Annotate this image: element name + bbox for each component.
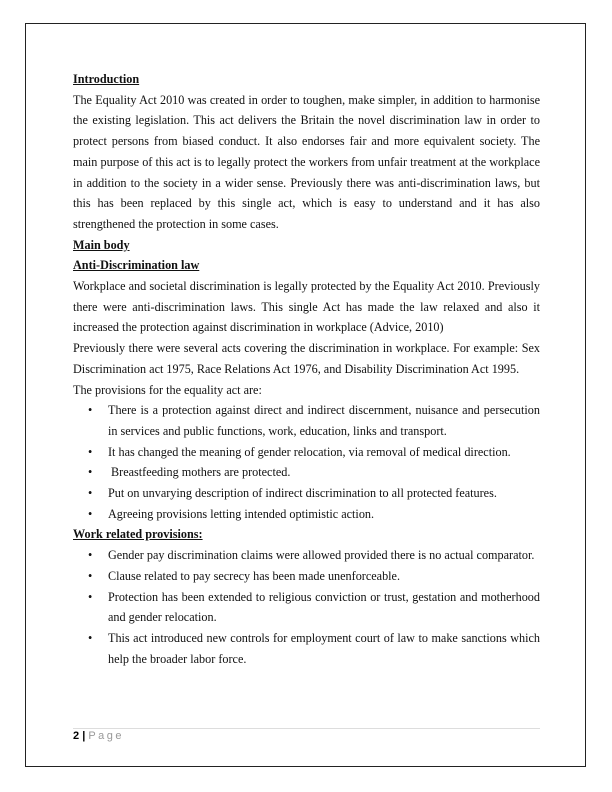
list-item-text: Breastfeeding mothers are protected. [108,465,291,480]
list-item [73,442,540,463]
bullet-icon: • [88,465,93,480]
list-item [73,587,540,628]
paragraph: Previously there were several acts covering the discrimination in workplace. For example: Sex Discrimination act 1975, Race Relations Act 1976, and Disability Discrimination Act 1995. [73,341,540,376]
main-body-heading: Main body [73,237,130,252]
bullet-icon: • [88,403,93,418]
list-item-text: Agreeing provisions letting intended optimistic action. [108,506,375,521]
list-item-text: Clause related to pay secrecy has been made unenforceable. [108,568,401,583]
page-footer [73,729,124,743]
footer-divider [73,728,540,729]
bullet-icon: • [88,630,93,645]
list-item-text: Put on unvarying description of indirect discrimination to all protected features. [108,486,497,501]
bullet-icon: • [88,589,93,604]
list-item [73,462,540,483]
list-item-text: Protection has been extended to religious conviction or trust, gestation and motherhood and gender relocation. [108,589,540,625]
anti-discrimination-heading: Anti-Discrimination law [73,258,200,273]
list-item [73,566,540,587]
list-item-text: This act introduced new controls for employment court of law to make sanctions which help the broader labor force. [108,630,540,666]
paragraph: The provisions for the equality act are: [73,382,262,397]
bullet-icon: • [88,486,93,501]
provisions-list [73,400,540,524]
document-body [73,69,540,669]
list-item-text: There is a protection against direct and indirect discernment, nuisance and persecution in services and public functions, work, education, links and transport. [108,403,540,438]
work-related-list [73,545,540,669]
list-item-text: It has changed the meaning of gender relocation, via removal of medical direction. [108,444,511,459]
page-label: Page [88,730,125,742]
bullet-icon: • [88,568,93,583]
footer-separator: | [82,730,86,742]
list-item [73,504,540,525]
list-item-text: Gender pay discrimination claims were allowed provided there is no actual comparator. [108,548,535,563]
list-item [73,545,540,566]
list-item [73,400,540,441]
work-related-heading: Work related provisions: [73,527,203,542]
bullet-icon: • [88,506,93,521]
paragraph: Workplace and societal discrimination is legally protected by the Equality Act 2010. Previously there were anti-discrimination laws. This single Act has made the law relaxed and also it increased the protection against discrimination in workplace (Advice, 2010) [73,279,540,335]
bullet-icon: • [88,548,93,563]
introduction-paragraph: The Equality Act 2010 was created in order to toughen, make simpler, in addition to harmonise the existing legislation. This act delivers the Britain the novel discrimination law in order to protect persons from biased conduct. It also endorses fair and more equivalent society. The main purpose of this act is to legally protect the workers from unfair treatment at the workplace in addition to the society in a wider sense. Previously there was anti-discrimination laws, but this has been replaced by this single act, which is easy to understand and it has also strengthened the protection in some cases. [73,92,540,231]
page-number: 2 [73,730,80,742]
introduction-heading: Introduction [73,72,140,86]
list-item [73,483,540,504]
list-item [73,628,540,669]
bullet-icon: • [88,444,93,459]
